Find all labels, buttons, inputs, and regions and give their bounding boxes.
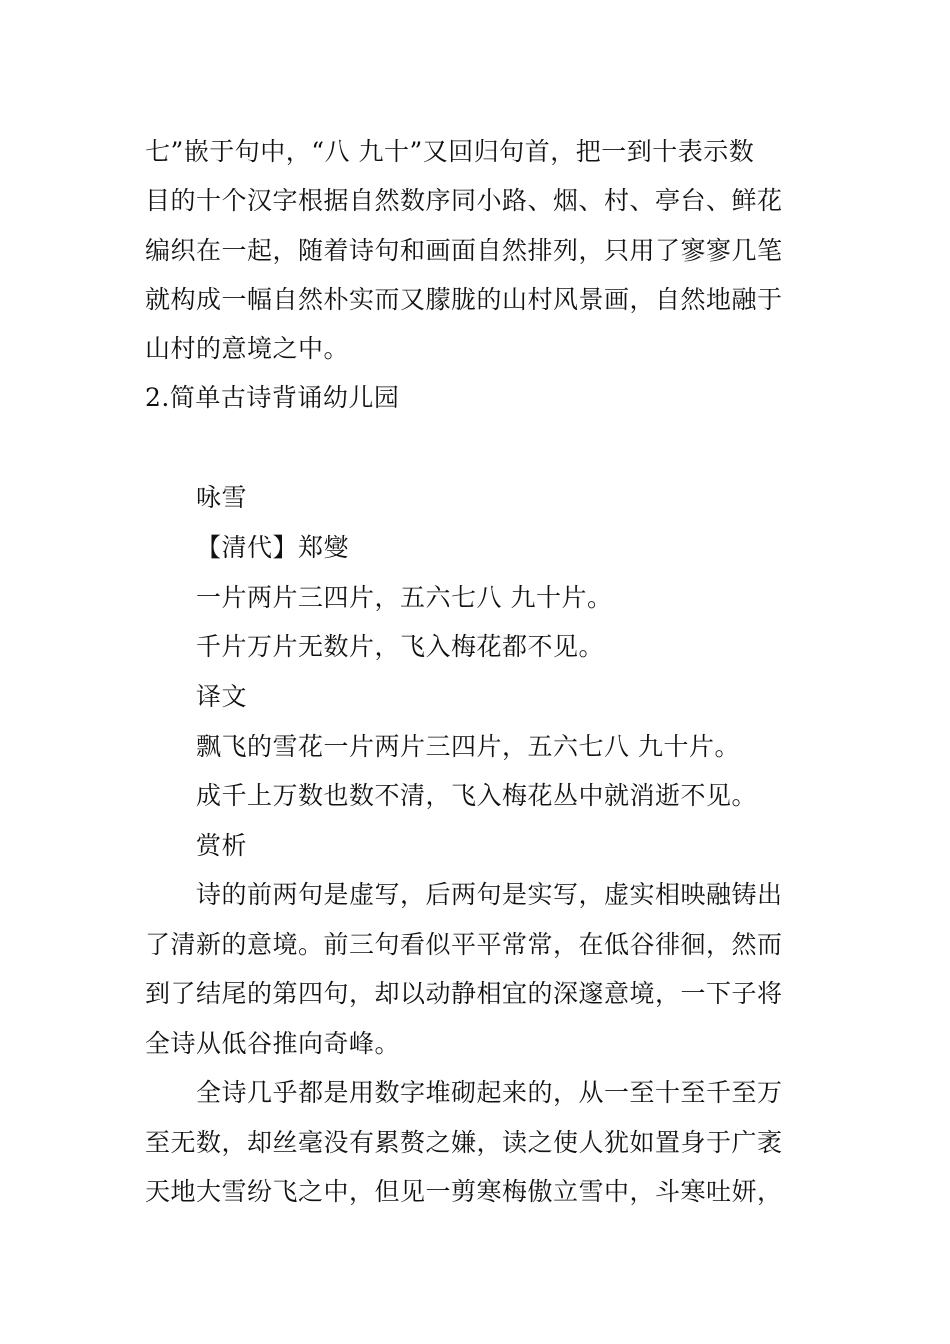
poem-title: 咏雪 [196,483,248,512]
intro-line-3: 编织在一起，随着诗句和画面自然排列，只用了寥寥几笔 [145,236,783,265]
intro-line-4: 就构成一幅自然朴实而又朦胧的山村风景画，自然地融于 [145,285,783,314]
appreciation-p2-line-2: 至无数，却丝毫没有累赘之嫌，读之使人犹如置身于广袤 [145,1128,783,1157]
intro-line-5: 山村的意境之中。 [145,334,350,363]
appreciation-p1-line-4: 全诗从低谷推向奇峰。 [145,1029,401,1058]
appreciation-p1-line-2: 了清新的意境。前三句看似平平常常，在低谷徘徊，然而 [145,930,783,959]
appreciation-p1-line-3: 到了结尾的第四句，却以动静相宜的深邃意境，一下子将 [145,979,783,1008]
appreciation-p1-line-1: 诗的前两句是虚写，后两句是实写，虚实相映融铸出 [196,880,783,909]
poem-line-2: 千片万片无数片，飞入梅花都不见。 [196,632,605,661]
appreciation-label: 赏析 [196,831,248,860]
appreciation-p2-line-3: 天地大雪纷飞之中，但见一剪寒梅傲立雪中，斗寒吐妍， [145,1177,783,1206]
appreciation-p2-line-1: 全诗几乎都是用数字堆砌起来的，从一至十至千至万 [196,1078,783,1107]
poem-line-1: 一片两片三四片，五六七八 九十片。 [196,583,613,612]
translation-line-1: 飘飞的雪花一片两片三四片，五六七八 九十片。 [196,732,740,761]
intro-line-1: 七”嵌于句中，“八 九十”又回归句首，把一到十表示数 [145,137,755,166]
poem-author: 【清代】郑燮 [196,533,350,562]
translation-line-2: 成千上万数也数不清，飞入梅花丛中就消逝不见。 [196,781,758,810]
translation-label: 译文 [196,682,248,711]
section-heading: 2.简单古诗背诵幼儿园 [145,383,400,412]
intro-line-2: 目的十个汉字根据自然数序同小路、烟、村、亭台、鲜花 [145,186,783,215]
